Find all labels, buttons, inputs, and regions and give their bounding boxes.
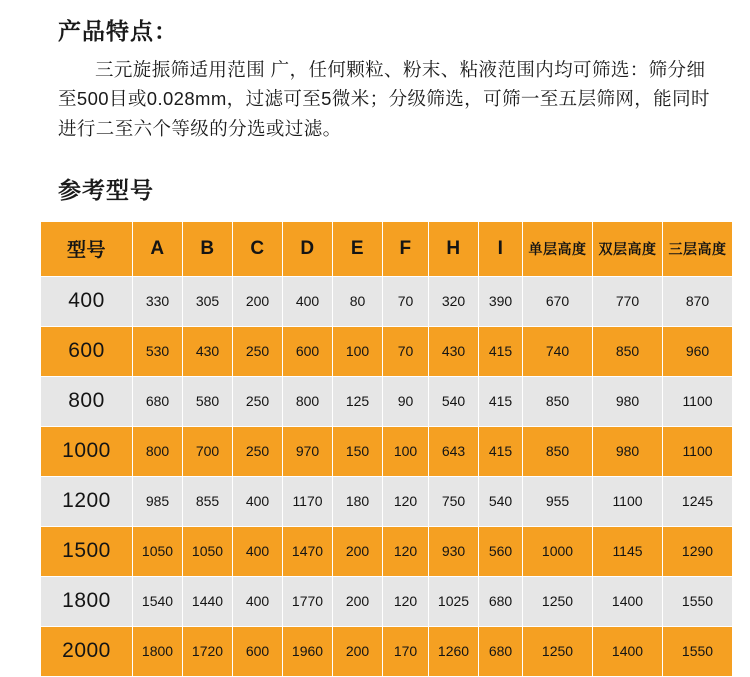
- table-header-cell: D: [283, 221, 333, 276]
- table-cell: 250: [233, 326, 283, 376]
- table-cell: 415: [479, 376, 523, 426]
- table-cell: 800: [133, 426, 183, 476]
- table-cell-model: 1000: [41, 426, 133, 476]
- table-cell: 980: [593, 426, 663, 476]
- table-cell: 250: [233, 376, 283, 426]
- table-cell: 960: [663, 326, 733, 376]
- table-cell: 125: [333, 376, 383, 426]
- table-cell: 90: [383, 376, 429, 426]
- table-row: [41, 476, 733, 526]
- table-cell: 415: [479, 326, 523, 376]
- table-cell: 980: [593, 376, 663, 426]
- table-header-cell: C: [233, 221, 283, 276]
- table-cell: 540: [479, 476, 523, 526]
- table-cell: 1400: [593, 576, 663, 626]
- table-cell: 850: [593, 326, 663, 376]
- table-cell: 1260: [429, 626, 479, 676]
- table-cell: 250: [233, 426, 283, 476]
- table-cell: 1400: [593, 626, 663, 676]
- model-table-heading: 参考型号: [58, 177, 154, 204]
- table-cell: 680: [479, 576, 523, 626]
- table-cell: 855: [183, 476, 233, 526]
- table-cell: 700: [183, 426, 233, 476]
- table-cell: 100: [383, 426, 429, 476]
- table-cell: 150: [333, 426, 383, 476]
- table-cell-model: 800: [41, 376, 133, 426]
- table-cell: 1100: [663, 376, 733, 426]
- table-header-cell: H: [429, 221, 479, 276]
- table-cell: 1800: [133, 626, 183, 676]
- table-cell: 330: [133, 276, 183, 326]
- table-cell: 120: [383, 476, 429, 526]
- table-cell: 800: [283, 376, 333, 426]
- table-cell: 870: [663, 276, 733, 326]
- table-cell: 70: [383, 276, 429, 326]
- table-cell: 1550: [663, 626, 733, 676]
- table-cell: 180: [333, 476, 383, 526]
- table-cell: 1245: [663, 476, 733, 526]
- table-body: [41, 276, 733, 676]
- table-cell: 170: [383, 626, 429, 676]
- table-cell: 390: [479, 276, 523, 326]
- table-cell: 415: [479, 426, 523, 476]
- table-cell: 400: [233, 526, 283, 576]
- table-header-cell: B: [183, 221, 233, 276]
- table-cell-model: 2000: [41, 626, 133, 676]
- table-cell: 850: [523, 426, 593, 476]
- table-cell-model: 1800: [41, 576, 133, 626]
- table-cell: 750: [429, 476, 479, 526]
- table-cell: 200: [333, 576, 383, 626]
- table-cell: 680: [133, 376, 183, 426]
- table-cell: 540: [429, 376, 479, 426]
- table-cell: 400: [233, 476, 283, 526]
- table-cell: 430: [429, 326, 479, 376]
- table-cell: 1290: [663, 526, 733, 576]
- table-cell: 955: [523, 476, 593, 526]
- table-cell: 1470: [283, 526, 333, 576]
- table-row: [41, 426, 733, 476]
- table-row: [41, 326, 733, 376]
- table-cell: 120: [383, 526, 429, 576]
- table-cell: 200: [333, 626, 383, 676]
- table-row: [41, 376, 733, 426]
- table-cell: 970: [283, 426, 333, 476]
- table-cell: 400: [283, 276, 333, 326]
- table-header-cell: I: [479, 221, 523, 276]
- table-header-cell: 型号: [41, 221, 133, 276]
- table-cell: 1025: [429, 576, 479, 626]
- features-heading: 产品特点：: [58, 18, 178, 44]
- table-cell-model: 1200: [41, 476, 133, 526]
- table-cell: 70: [383, 326, 429, 376]
- table-cell: 580: [183, 376, 233, 426]
- table-cell: 1540: [133, 576, 183, 626]
- table-cell-model: 1500: [41, 526, 133, 576]
- table-cell: 530: [133, 326, 183, 376]
- table-cell: 1050: [133, 526, 183, 576]
- table-cell: 100: [333, 326, 383, 376]
- table-header-cell: A: [133, 221, 183, 276]
- table-header-row: [41, 221, 733, 276]
- table-row: [41, 276, 733, 326]
- table-cell: 643: [429, 426, 479, 476]
- table-cell: 600: [283, 326, 333, 376]
- table-row: [41, 526, 733, 576]
- table-cell: 1250: [523, 626, 593, 676]
- table-cell-model: 600: [41, 326, 133, 376]
- table-cell: 560: [479, 526, 523, 576]
- table-cell: 80: [333, 276, 383, 326]
- table-cell: 200: [233, 276, 283, 326]
- table-cell: 1550: [663, 576, 733, 626]
- table-cell: 200: [333, 526, 383, 576]
- table-cell: 1050: [183, 526, 233, 576]
- table-row: [41, 576, 733, 626]
- table-cell: 1100: [663, 426, 733, 476]
- table-cell: 1720: [183, 626, 233, 676]
- table-cell: 600: [233, 626, 283, 676]
- table-cell: 670: [523, 276, 593, 326]
- table-head: [41, 221, 733, 276]
- table-cell: 1170: [283, 476, 333, 526]
- table-cell: 400: [233, 576, 283, 626]
- table-cell: 680: [479, 626, 523, 676]
- table-row: [41, 626, 733, 676]
- specification-table: [40, 221, 733, 677]
- table-cell: 1770: [283, 576, 333, 626]
- table-cell: 1440: [183, 576, 233, 626]
- table-cell: 320: [429, 276, 479, 326]
- table-cell: 305: [183, 276, 233, 326]
- table-cell: 1250: [523, 576, 593, 626]
- table-cell: 985: [133, 476, 183, 526]
- table-header-cell: 单层高度: [523, 221, 593, 276]
- table-cell: 850: [523, 376, 593, 426]
- table-header-cell: E: [333, 221, 383, 276]
- table-cell: 1145: [593, 526, 663, 576]
- table-cell: 740: [523, 326, 593, 376]
- table-cell: 120: [383, 576, 429, 626]
- table-cell-model: 400: [41, 276, 133, 326]
- table-cell: 770: [593, 276, 663, 326]
- table-cell: 1100: [593, 476, 663, 526]
- table-cell: 930: [429, 526, 479, 576]
- table-cell: 430: [183, 326, 233, 376]
- table-header-cell: 双层高度: [593, 221, 663, 276]
- table-cell: 1960: [283, 626, 333, 676]
- table-header-cell: 三层高度: [663, 221, 733, 276]
- table-cell: 1000: [523, 526, 593, 576]
- features-paragraph: 三元旋振筛适用范围 广，任何颗粒、粉末、粘液范围内均可筛选：筛分细至500目或0.028mm，过滤可至5微米；分级筛选，可筛一至五层筛网，能同时进行二至六个等级的分选或过滤。: [58, 58, 710, 140]
- table-header-cell: F: [383, 221, 429, 276]
